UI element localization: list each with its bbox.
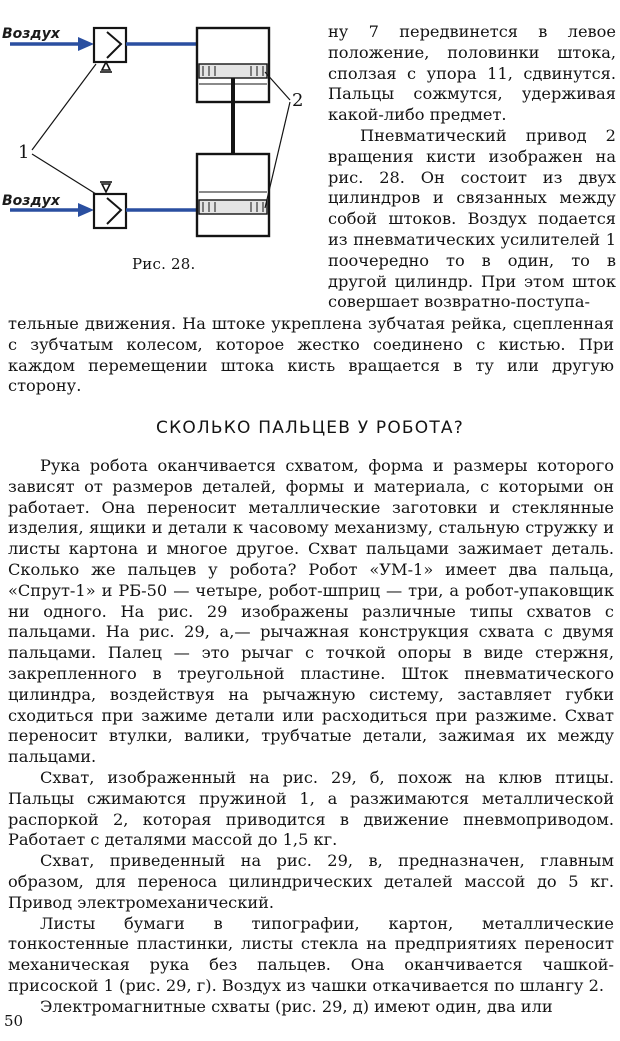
paragraph: Электромагнитные схваты (рис. 29, д) имеют один, два или: [40, 996, 553, 1016]
figure-28-pneumatic-drive: [0, 22, 318, 272]
paragraph: тельные движения. На штоке укреплена зубчатая рейка, сцепленная с зубчатым колесом, которое жестко соединено с кистью. При каждом перемещении штока кисть вращается в ту или другую сторону.: [8, 314, 614, 396]
air-label-bottom: Воздух: [2, 193, 60, 209]
section-heading: СКОЛЬКО ПАЛЬЦЕВ У РОБОТА?: [156, 418, 464, 438]
section-body: [8, 456, 614, 1018]
page-number: 50: [4, 1012, 24, 1030]
paragraph: Схват, изображенный на рис. 29, б, похож на клюв птицы. Пальцы сжимаются пружиной 1, а разжимаются металлической распоркой 2, которая приводится в движение пневмоприводом. Работает с деталями массой до 1,5 кг.: [8, 767, 614, 850]
continuation-text: [8, 314, 614, 397]
callout-1: 1: [18, 142, 30, 163]
air-lines: [126, 44, 197, 210]
callout-2: 2: [292, 90, 304, 111]
paragraph: ну 7 передвинется в левое положение, половинки штока, сползая с упора 11, сдвинутся. Пальцы сожмутся, удерживая какой-либо предмет.: [328, 22, 616, 125]
cylinder-bottom: [197, 154, 269, 236]
leader-lines-1: [32, 64, 96, 194]
right-column-text: [328, 22, 616, 313]
air-label-top: Воздух: [2, 26, 60, 42]
amplifier-bottom: [94, 182, 126, 228]
figure-caption: Рис. 28.: [132, 255, 196, 273]
paragraph: Рука робота оканчивается схватом, форма и размеры которого зависят от размеров деталей, формы и материала, с которыми он работает. Она переносит металлические заготовки и стеклянные изделия, ящики и детали к часовому механизму, стальную стружку и листы картона и многое другое. Схват пальцами зажимает деталь. Сколько же пальцев у робота? Робот «УМ-1» имеет два пальца, «Спрут-1» и РБ-50 — четыре, робот-шприц — три, а робот-упаковщик ни одного. На рис. 29 изображены различные типы схватов с пальцами. На рис. 29, а,— рычажная конструкция схвата с двумя пальцами. Палец — это рычаг с точкой опоры в виде стержня, закрепленного в треугольной пластине. Шток пневматического цилиндра, воздействуя на рычажную систему, заставляет губки сходиться при зажиме детали или расходиться при разжиме. Схват переносит втулки, валики, трубчатые детали, зажимая их между пальцами.: [8, 456, 614, 767]
paragraph: Схват, приведенный на рис. 29, в, предназначен, главным образом, для переноса цилиндрических деталей массой до 5 кг. Привод электромеханический.: [8, 851, 614, 912]
paragraph: Пневматический привод 2 вращения кисти изображен на рис. 28. Он состоит из двух цилиндров и связанных между собой штоков. Воздух подается из пневматических усилителей 1 поочередно то в один, то в другой цилиндр. При этом шток совершает возвратно-поступа-: [328, 125, 616, 312]
paragraph: Листы бумаги в типографии, картон, металлические тонкостенные пластинки, листы стекла на предприятиях переносит механическая рука без пальцев. Она оканчивается чашкой-присоской 1 (рис. 29, г). Воздух из чашки откачивается по шлангу 2.: [8, 913, 614, 995]
pneumatic-drive-diagram: [0, 22, 318, 272]
amplifier-top: [94, 28, 126, 72]
